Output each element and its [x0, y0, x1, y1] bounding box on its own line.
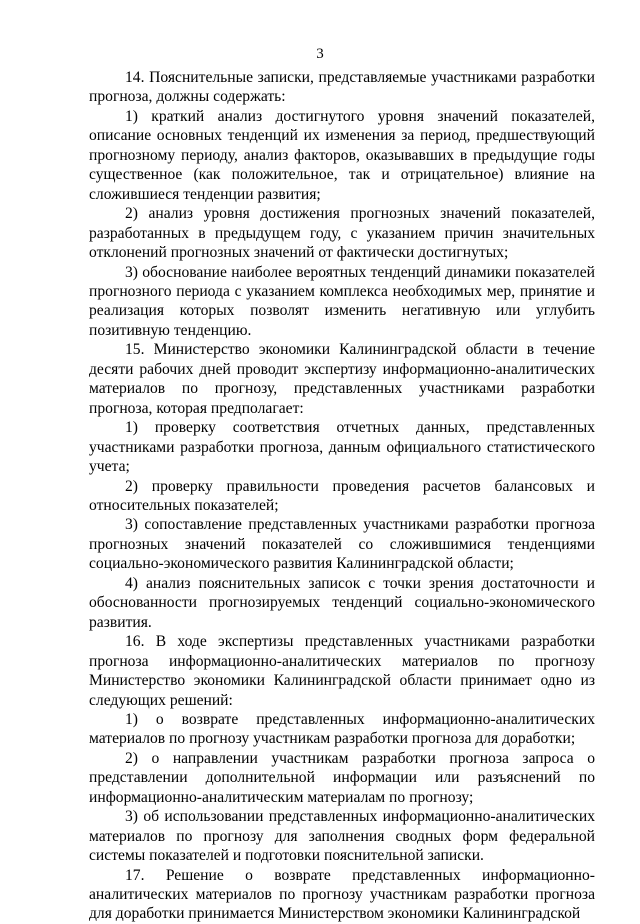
paragraph-16-item-1: 1) о возврате представленных информационно-аналитических материалов по прогнозу участникам разработки прогноза для доработки;: [89, 710, 595, 748]
paragraph-14-item-2: 2) анализ уровня достижения прогнозных значений показателей, разработанных в предыдущем году, с указанием причин значительных отклонений прогнозных значений от фактически достигнутых;: [89, 205, 595, 262]
document-body: [89, 68, 595, 924]
paragraph-16-item-3: 3) об использовании представленных информационно-аналитических материалов по прогнозу для заполнения сводных форм федеральной системы показателей и подготовки пояснительной записки.: [89, 808, 595, 865]
paragraph-14: 14. Пояснительные записки, представляемые участниками разработки прогноза, должны содержать:: [89, 69, 595, 106]
paragraph-15: 15. Министерство экономики Калининградской области в течение десяти рабочих дней проводит экспертизу информационно-аналитических материалов по прогнозу, представленных участниками разработки прогноза, которая предполагает:: [89, 341, 595, 417]
paragraph-15-item-3: 3) сопоставление представленных участниками разработки прогноза прогнозных значений показателей со сложившимися тенденциями социально-экономического развития Калининградской области;: [89, 516, 595, 573]
paragraph-15-item-2: 2) проверку правильности проведения расчетов балансовых и относительных показателей;: [89, 477, 595, 514]
paragraph-15-item-4: 4) анализ пояснительных записок с точки зрения достаточности и обоснованности прогнозируемых тенденций социально-экономического развития.: [89, 574, 595, 631]
paragraph-16-item-2: 2) о направлении участникам разработки прогноза запроса о представлении дополнительной информации или разъяснений по информационно-аналитическим материалам по прогнозу;: [89, 749, 595, 806]
page-number: 3: [316, 46, 324, 62]
paragraph-15-item-1: 1) проверку соответствия отчетных данных, представленных участниками разработки прогноза, данным официального статистического учета;: [89, 419, 595, 476]
paragraph-14-item-3: 3) обоснование наиболее вероятных тенденций динамики показателей прогнозного периода с указанием комплекса необходимых мер, принятие и реализация которых позволят изменить негативную или углубить позитивную тенденцию.: [89, 263, 595, 339]
paragraph-17: 17. Решение о возврате представленных информационно-аналитических материалов по прогнозу участникам разработки прогноза для доработки принимается Министерством экономики Калининградской: [89, 866, 595, 923]
paragraph-16: 16. В ходе экспертизы представленных участниками разработки прогноза информационно-аналитических материалов по прогнозу Министерство экономики Калининградской области принимает одно из следующих решений:: [89, 633, 595, 709]
paragraph-14-item-1: 1) краткий анализ достигнутого уровня значений показателей, описание основных тенденций их изменения за период, предшествующий прогнозному периоду, анализ факторов, оказывавших в предыдущие годы существенное (как положительное, так и отрицательное) влияние на сложившиеся тенденции развития;: [89, 107, 595, 203]
